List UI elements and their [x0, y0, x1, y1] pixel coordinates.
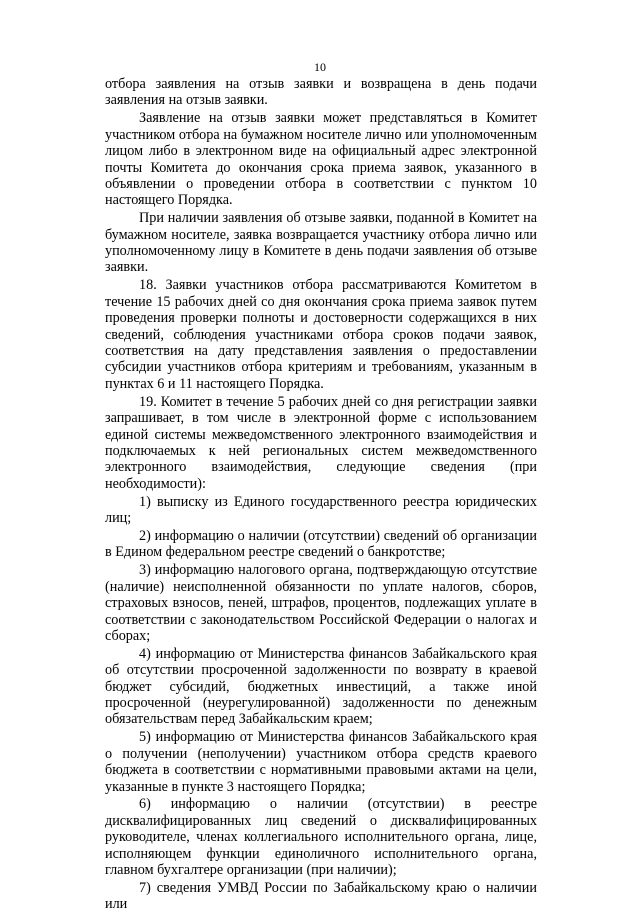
- list-item-2: 2) информацию о наличии (отсутствии) сведений об организации в Едином федеральном реестре сведений о банкротстве;: [105, 527, 537, 561]
- paragraph-paper-withdrawal: При наличии заявления об отзыве заявки, поданной в Комитет на бумажном носителе, заявка возвращается участнику отбора лично или уполномоченному лицу в Комитете в день подачи заявления об отзыве заявки.: [105, 210, 537, 276]
- list-item-5: 5) информацию от Министерства финансов Забайкальского края о получении (неполучении) участником отбора средств краевого бюджета в соответствии с нормативными правовыми актами на цели, указанные в пункте 3 настоящего Порядка;: [105, 729, 537, 795]
- list-item-1: 1) выписку из Единого государственного реестра юридических лиц;: [105, 493, 537, 527]
- list-item-3: 3) информацию налогового органа, подтверждающую отсутствие (наличие) неисполненной обязанности по уплате налогов, сборов, страховых взносов, пеней, штрафов, процентов, подлежащих уплате в соответствии с законодательством Российской Федерации о налогах и сборах;: [105, 562, 537, 644]
- list-item-4: 4) информацию от Министерства финансов Забайкальского края об отсутствии просроченной задолженности по возврату в краевой бюджет субсидий, бюджетных инвестиций, а также иной просроченной (неурегулированной) задолженности по денежным обязательствам перед Забайкальским краем;: [105, 645, 537, 728]
- list-item-6: 6) информацию о наличии (отсутствии) в реестре дисквалифицированных лиц сведений о дисквалифицированных руководителе, членах коллегиального исполнительного органа, лице, исполняющем функции единоличного исполнительного органа, главном бухгалтере организации (при наличии);: [105, 796, 537, 879]
- paragraph-item-19: 19. Комитет в течение 5 рабочих дней со дня регистрации заявки запрашивает, в том числе в электронной форме с использованием единой системы межведомственного электронного взаимодействия и подключаемых к ней региональных систем межведомственного электронного взаимодействия, следующие сведения (при необходимости):: [105, 393, 537, 492]
- page-number: 10: [314, 60, 326, 74]
- document-body: [105, 76, 537, 913]
- paragraph-withdrawal-application: Заявление на отзыв заявки может представляться в Комитет участником отбора на бумажном носителе лично или уполномоченным лицом либо в электронном виде на официальный адрес электронной почты Комитета до окончания срока приема заявок, указанного в объявлении о проведении отбора в соответствии с пунктом 10 настоящего Порядка.: [105, 110, 537, 209]
- paragraph-continuation: отбора заявления на отзыв заявки и возвращена в день подачи заявления на отзыв заявки.: [105, 76, 537, 109]
- paragraph-item-18: 18. Заявки участников отбора рассматриваются Комитетом в течение 15 рабочих дней со дня окончания срока приема заявок путем проведения проверки полноты и достоверности содержащихся в них сведений, соблюдения участниками отбора сроков подачи заявок, соответствия на дату представления заявления о предоставлении субсидии участников отбора критериям и требованиям, указанным в пунктах 6 и 11 настоящего Порядка.: [105, 277, 537, 392]
- list-item-7: 7) сведения УМВД России по Забайкальскому краю о наличии или: [105, 880, 537, 913]
